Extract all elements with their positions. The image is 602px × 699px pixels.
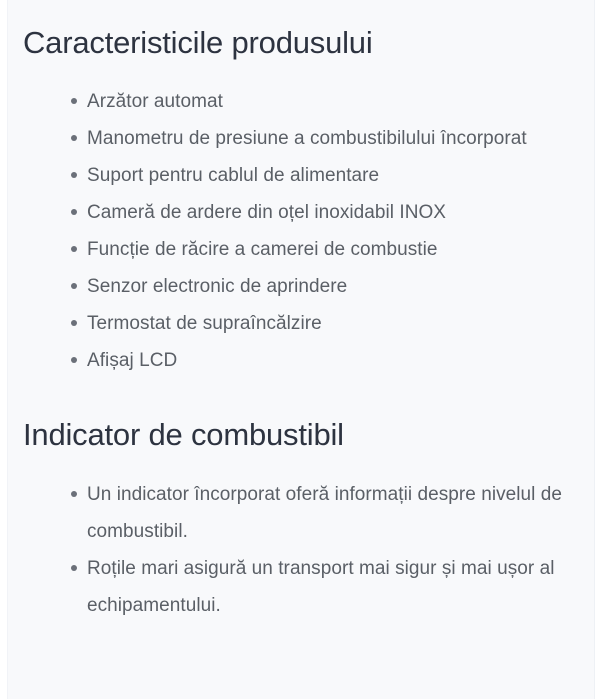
list-item [23,550,576,624]
list-item [23,194,576,231]
page-title: Caracteristicile produsului [23,25,373,60]
list-item-label: Manometru de presiune a combustibilului încorporat [87,128,527,149]
bullet-icon [71,491,77,497]
bullet-icon [71,172,77,178]
list-item-label: Un indicator încorporat oferă informații despre nivelul de combustibil. [87,484,562,542]
list-item [23,342,576,379]
bullet-icon [71,320,77,326]
list-item [23,476,576,550]
content-panel [7,0,595,699]
list-item-label: Senzor electronic de aprindere [87,276,348,297]
list-item [23,268,576,305]
bullet-icon [71,246,77,252]
list-item [23,305,576,342]
list-item-label: Roțile mari asigură un transport mai sigur și mai ușor al echipamentului. [87,558,555,616]
bullet-icon [71,98,77,104]
list-item-label: Cameră de ardere din oțel inoxidabil INOX [87,202,447,223]
bullet-icon [71,283,77,289]
bullet-icon [71,565,77,571]
list-item [23,83,576,120]
list-item-label: Afișaj LCD [87,350,178,371]
list-item-label: Suport pentru cablul de alimentare [87,165,380,186]
list-item-label: Arzător automat [87,91,223,112]
bullet-icon [71,135,77,141]
list-item [23,231,576,268]
bullet-icon [71,357,77,363]
list-item-label: Funcție de răcire a camerei de combustie [87,239,438,260]
section-heading-fuel-indicator: Indicator de combustibil [23,417,344,452]
bullet-icon [71,209,77,215]
content-inner [8,0,594,624]
fuel-indicator-list [23,454,576,624]
product-features-list [23,62,576,379]
list-item [23,120,576,157]
list-item [23,157,576,194]
list-item-label: Termostat de supraîncălzire [87,313,322,334]
